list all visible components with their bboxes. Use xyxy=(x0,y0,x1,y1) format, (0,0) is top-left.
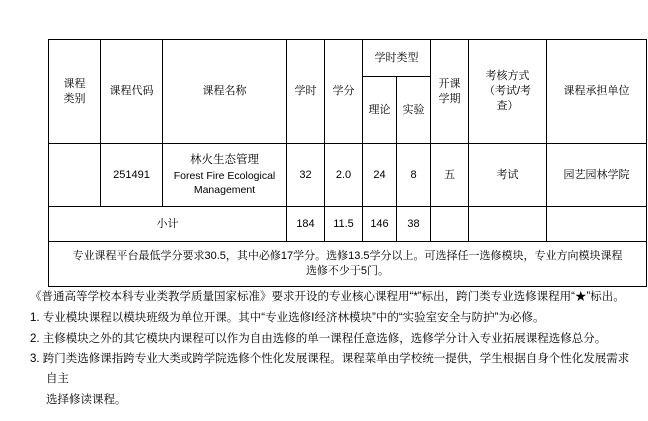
table-row xyxy=(49,144,647,207)
header-course-name: 课程名称 xyxy=(163,40,287,144)
table-footnote-line1: 专业课程平台最低学分要求30.5，其中必修17学分。选修13.5学分以上。可选择任一选修模块，专业方向模块课程 xyxy=(72,250,623,263)
header-assessment xyxy=(469,40,547,144)
cell-theory: 24 xyxy=(363,144,397,207)
cell-course-name-zh: 林火生态管理 xyxy=(190,154,259,167)
cell-course-code: 251491 xyxy=(101,144,163,207)
subtotal-experiment: 38 xyxy=(397,207,431,242)
document-notes xyxy=(30,288,630,412)
course-table xyxy=(48,39,647,287)
header-credits: 学分 xyxy=(325,40,363,144)
table-footnote-row xyxy=(49,242,647,287)
cell-unit: 园艺园林学院 xyxy=(547,144,647,207)
cell-assessment: 考试 xyxy=(469,144,547,207)
subtotal-unit xyxy=(547,207,647,242)
table-header-row-top xyxy=(49,40,647,77)
note-item-1: 1. 专业模块课程以模块班级为单位开课。其中“专业选修Ⅰ经济林模块”中的“实验室安全与防护”为必修。 xyxy=(30,311,545,324)
table-footnote-cell xyxy=(49,242,647,287)
subtotal-credits: 11.5 xyxy=(325,207,363,242)
header-assessment-line1: 考核方式 xyxy=(485,70,530,83)
header-assessment-line3: 查） xyxy=(496,99,519,112)
cell-category xyxy=(49,144,101,207)
subtotal-theory: 146 xyxy=(363,207,397,242)
note-item-3: 3. 跨门类选修课指跨专业大类或跨学院选修个性化发展课程。课程菜单由学校统一提供，学生根据自身个性化发展需求自主 xyxy=(30,353,630,386)
header-category-line1: 课程 xyxy=(63,77,86,90)
note-standard: 《普通高等学校本科专业类教学质量国家标准》要求开设的专业核心课程用“*”标出，跨门类专业选修课程用“★”标出。 xyxy=(30,291,625,303)
header-term xyxy=(431,40,469,144)
table-footnote-line2: 选修不少于5门。 xyxy=(305,265,390,277)
note-item-3-cont: 选择修读课程。 xyxy=(46,393,127,406)
cell-credits: 2.0 xyxy=(325,144,363,207)
header-category-line2: 类别 xyxy=(63,92,86,105)
cell-term: 五 xyxy=(431,144,469,207)
header-term-line2: 学期 xyxy=(438,92,461,105)
header-theory: 理论 xyxy=(363,77,397,144)
header-term-line1: 开课 xyxy=(438,77,461,90)
subtotal-assessment xyxy=(469,207,547,242)
header-category xyxy=(49,40,101,144)
course-table-container xyxy=(48,39,630,287)
subtotal-hours: 184 xyxy=(287,207,325,242)
cell-hours: 32 xyxy=(287,144,325,207)
cell-experiment: 8 xyxy=(397,144,431,207)
header-hours: 学时 xyxy=(287,40,325,144)
subtotal-label: 小计 xyxy=(49,207,287,242)
cell-course-name-en: Forest Fire Ecological Management xyxy=(173,169,276,196)
cell-course-name xyxy=(163,144,287,207)
table-subtotal-row xyxy=(49,207,647,242)
subtotal-term xyxy=(431,207,469,242)
header-experiment: 实验 xyxy=(397,77,431,144)
header-course-code: 课程代码 xyxy=(101,40,163,144)
header-unit: 课程承担单位 xyxy=(547,40,647,144)
note-item-2: 2. 主修模块之外的其它模块内课程可以作为自由选修的单一课程任意选修，选修学分计入专业拓展课程选修总分。 xyxy=(30,332,607,345)
header-hour-type-group: 学时类型 xyxy=(363,40,431,77)
header-assessment-line2: （考试/考 xyxy=(483,85,532,98)
